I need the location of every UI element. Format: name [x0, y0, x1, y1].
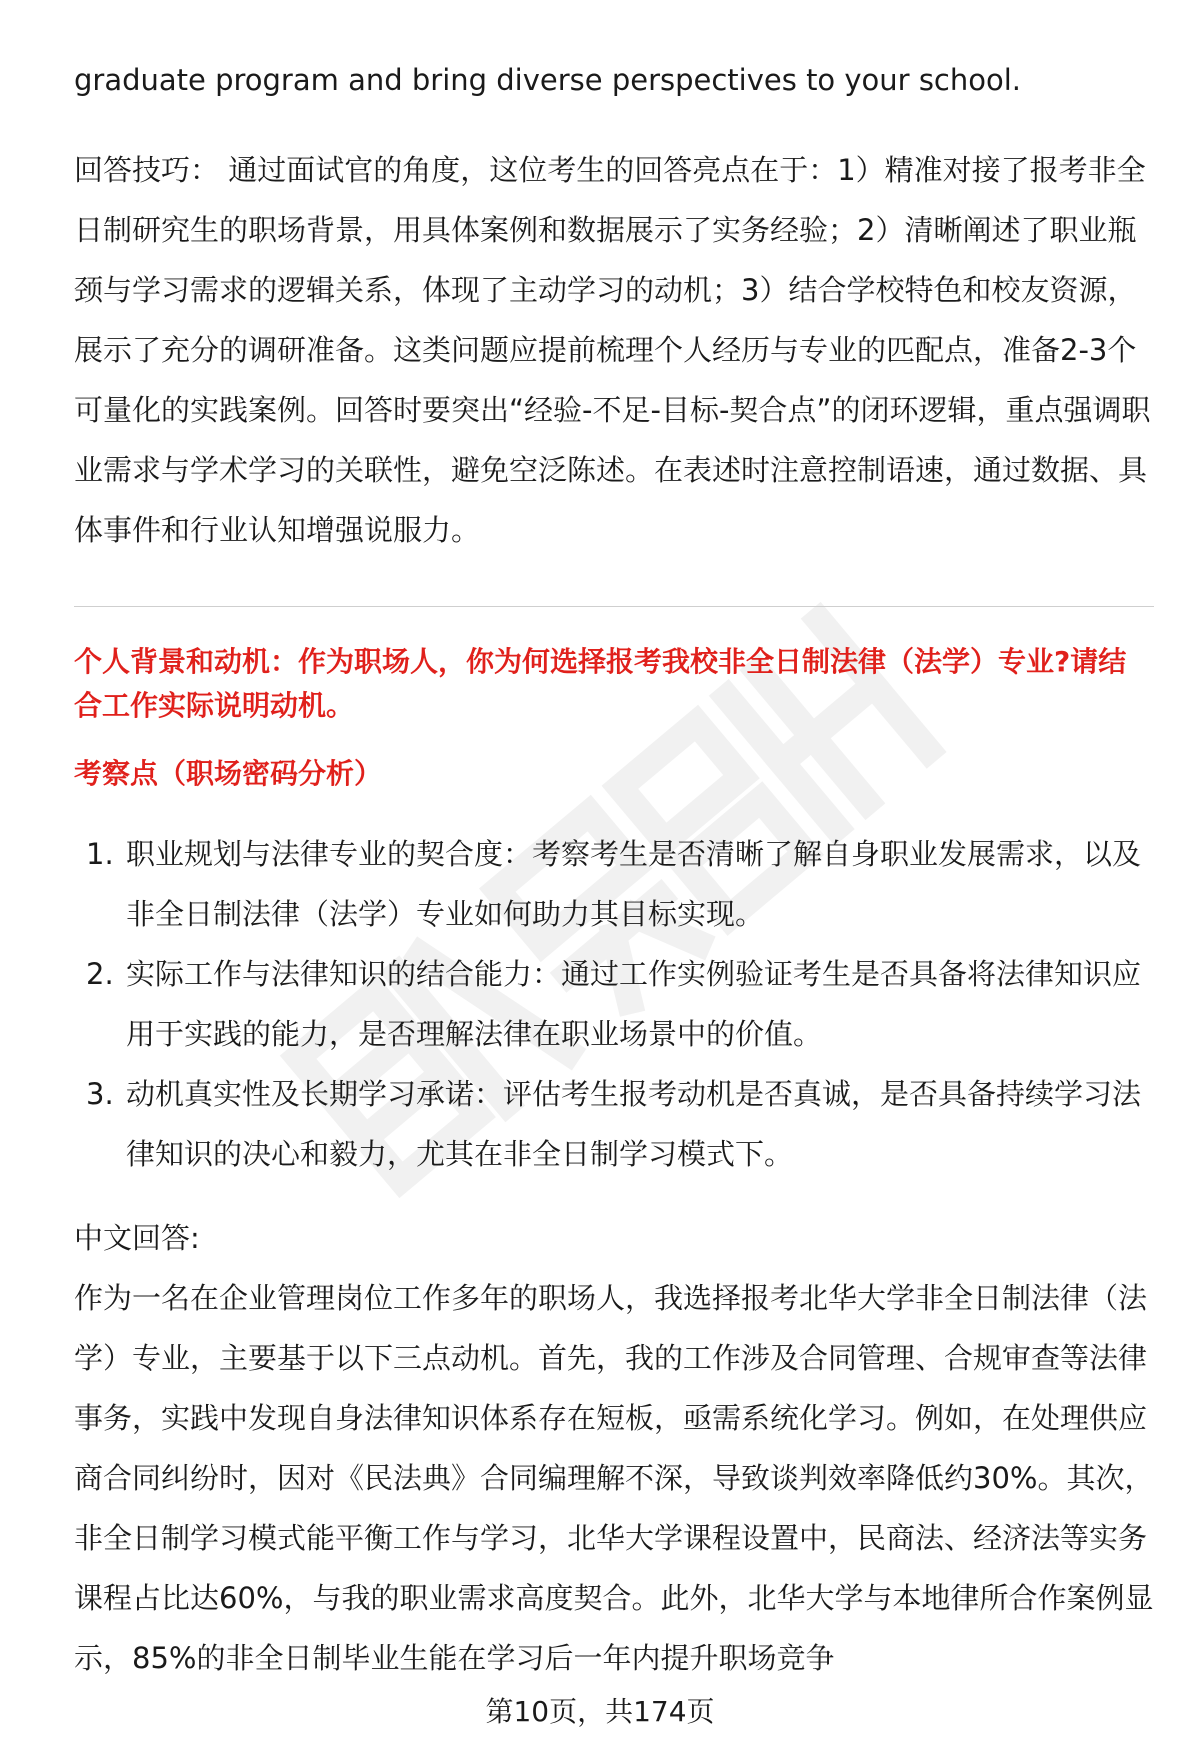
list-item	[74, 944, 1154, 1064]
section-divider	[74, 606, 1154, 607]
list-item-number: 2.	[86, 957, 114, 991]
chinese-answer-label: 中文回答:	[74, 1221, 200, 1255]
list-item	[74, 1064, 1154, 1184]
answer-tips-paragraph: 回答技巧： 通过面试官的角度，这位考生的回答亮点在于：1）精准对接了报考非全日制研究生的职场背景，用具体案例和数据展示了实务经验；2）清晰阐述了职业瓶颈与学习需求的逻辑关系，体现了主动学习的动机；3）结合学校特色和校友资源，展示了充分的调研准备。这类问题应提前梳理个人经历与专业的匹配点，准备2-3个可量化的实践案例。回答时要突出“经验-不足-目标-契合点”的闭环逻辑，重点强调职业需求与学术学习的关联性，避免空泛陈述。在表述时注意控制语速，通过数据、具体事件和行业认知增强说服力。	[74, 153, 1151, 547]
list-item-number: 3.	[86, 1077, 114, 1111]
list-item-text: 实际工作与法律知识的结合能力：通过工作实例验证考生是否具备将法律知识应用于实践的能力，是否理解法律在职业场景中的价值。	[126, 957, 1142, 1051]
list-item	[74, 824, 1154, 944]
list-item-text: 动机真实性及长期学习承诺：评估考生报考动机是否真诚，是否具备持续学习法律知识的决心和毅力，尤其在非全日制学习模式下。	[126, 1077, 1142, 1171]
question-subtitle: 考察点（职场密码分析）	[74, 757, 383, 790]
question-title: 个人背景和动机：作为职场人，你为何选择报考我校非全日制法律（法学）专业?请结合工作实际说明动机。	[74, 645, 1127, 722]
assessment-points-list	[74, 824, 1154, 1184]
chinese-answer-paragraph: 作为一名在企业管理岗位工作多年的职场人，我选择报考北华大学非全日制法律（法学）专业，主要基于以下三点动机。首先，我的工作涉及合同管理、合规审查等法律事务，实践中发现自身法律知识体系存在短板，亟需系统化学习。例如，在处理供应商合同纠纷时，因对《民法典》合同编理解不深，导致谈判效率降低约30%。其次，非全日制学习模式能平衡工作与学习，北华大学课程设置中，民商法、经济法等实务课程占比达60%，与我的职业需求高度契合。此外，北华大学与本地律所合作案例显示，85%的非全日制毕业生能在学习后一年内提升职场竞争	[74, 1281, 1154, 1675]
list-item-text: 职业规划与法律专业的契合度：考察考生是否清晰了解自身职业发展需求，以及非全日制法律（法学）专业如何助力其目标实现。	[126, 837, 1142, 931]
english-answer-tail: graduate program and bring diverse perspectives to your school.	[74, 63, 1022, 97]
page-footer: 第10页，共174页	[485, 1695, 715, 1728]
list-item-number: 1.	[86, 837, 114, 871]
